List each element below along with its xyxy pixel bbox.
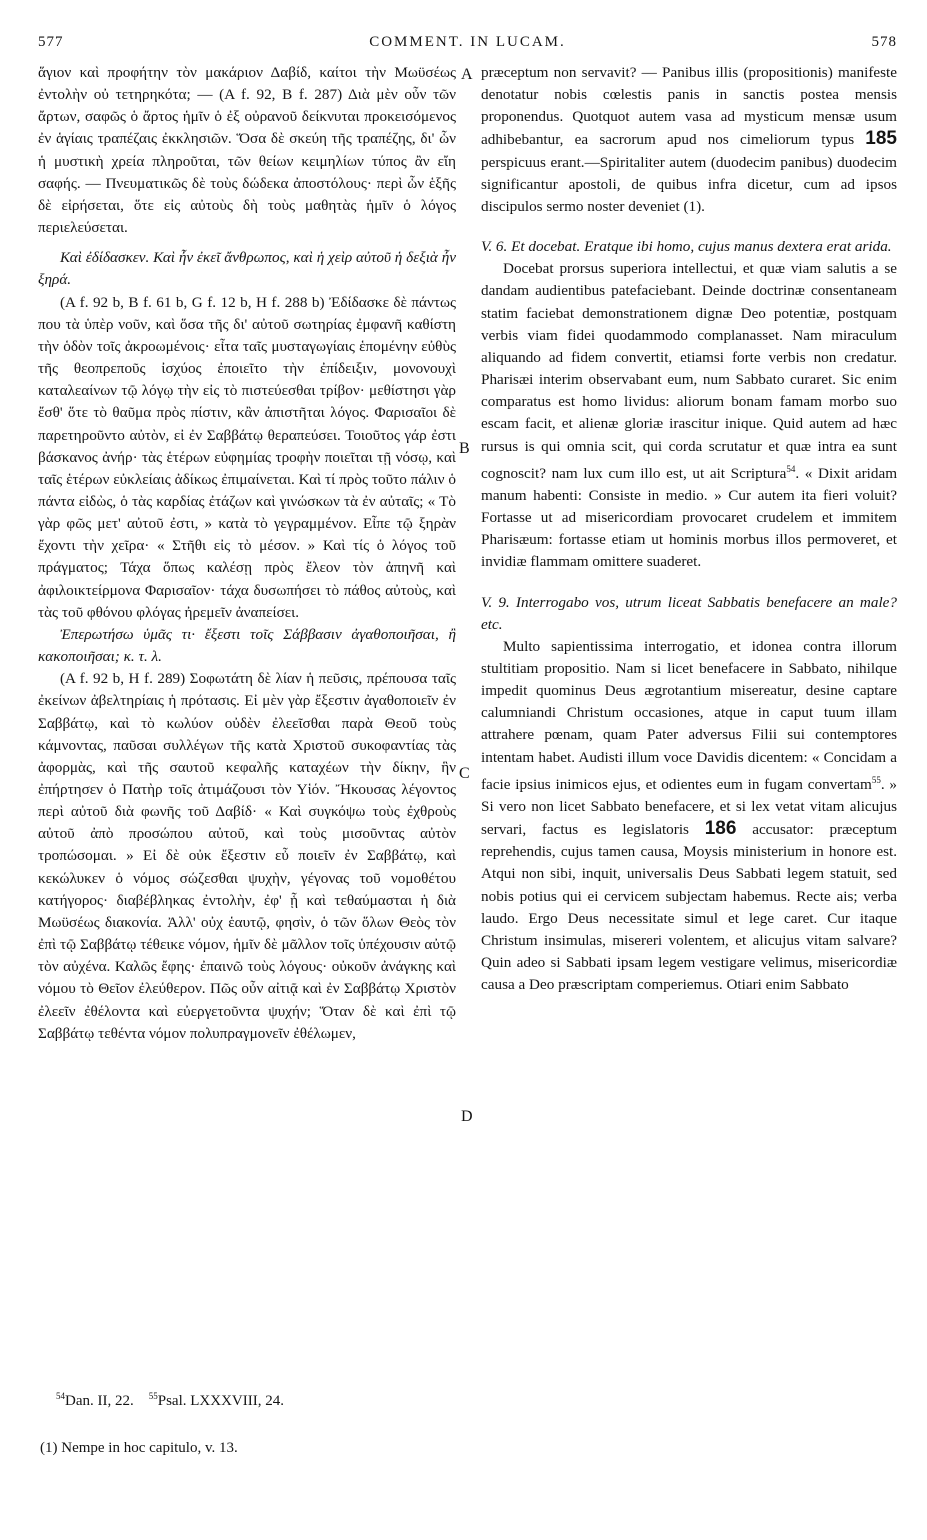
latin-paragraph [481,636,897,997]
latin-paragraph [481,258,897,573]
latin-text: perspicuus erant.—Spiritaliter autem (duodecim panibus) duodecim significantur apostoli, de quibus infra dicetur, cum ad ipsos discipulos sermo noster deveniet (1). [481,153,897,215]
footnote-text: Psal. LXXXVIII, 24. [157,1393,284,1409]
latin-paragraph [481,62,897,218]
left-page-number: 577 [38,34,64,50]
page-marker: 185 [865,128,897,150]
latin-text: præceptum non servavit? — Panibus illis (propositionis) manifeste denotatur nobis cœlestis panis in sanctis postea mensis proponendus. Quotquot autem vasa ad mysticum mensæ usum adhibebantur, ea sacrorum apud nos cimeliorum typus [481,64,897,149]
greek-paragraph: ἅγιον καὶ προφήτην τὸν μακάριον Δαβίδ, καίτοι τὴν Μωϋσέως ἐντολὴν οὐ τετηρηκότα; — (A f. 92, B f. 287) Διὰ μὲν οὖν τῶν ἄρτων, σαφῶς ὁ ἄρτος ἡμῖν ὁ ἐξ οὐρανοῦ δείκνυται προκεισόμενος ἐν ἁγίαις τραπέζαις ἐκκλησιῶν. Ὅσα δὲ σκεύη τῆς τραπέζης, δι' ὧν ἡ μυστικὴ χρεία πληροῦται, τῶν θείων κειμηλίων τύπος ἂν εἴη σαφής. — Πνευματικῶς δὲ τοὺς δώδεκα ἀποστόλους· περὶ ὧν ἑξῆς δὲ εἰρήσεται, ὅτε εἰς αὐτοὺς δὴ τοὺς μαθητὰς ἡμῖν ὁ λόγος περιελεύσεται. [38,64,456,237]
latin-verse-heading: V. 9. Interrogabo vos, utrum liceat Sabbatis benefacere an male? etc. [481,593,897,633]
footnote-mark: 54 [56,1391,65,1401]
greek-verse-heading: Ἐπερωτήσω ὑμᾶς τι· ἔξεστι τοῖς Σάββασιν ἀγαθοποιῆσαι, ἢ κακοποιῆσαι; κ. τ. λ. [38,625,456,666]
footnote-text: Dan. II, 22. [65,1393,134,1409]
latin-text: Multo sapientissima interrogatio, et idonea contra illorum stultitiam propositio. Nam si licet benefacere in Sabbato, nihilque impedit quominus Deus ægrotantium misereatur, desine captare calumniandi Christum occasiones, atque in caput tuum illam attrahere pœnam, quam Pater adversus Filii sui contemptores intentam habet. Audisti illum voce Davidis dicentem: « Concidam a facie ipsius inimicos ejus, et odientes eum in fugam convertam [481,637,897,793]
right-page-number: 578 [871,34,897,50]
footnote-ref: 55 [871,774,881,785]
latin-text: . » Si vero non licet Sabbato benefacere, et si lex vetat vitam alicujus servari, factus es legislatoris [481,775,897,839]
editor-note: (1) Nempe in hoc capitulo, v. 13. [40,1440,238,1456]
margin-letter-b: B [459,440,470,457]
footnotes [56,1391,284,1410]
margin-letter-c: C [459,765,470,782]
running-head [38,34,897,56]
margin-letter-d: D [461,1108,473,1125]
latin-column [481,62,897,996]
greek-column [38,62,456,1045]
greek-paragraph: (A f. 92 b, B f. 61 b, G f. 12 b, H f. 288 b) Ἐδίδασκε δὲ πάντως που τὰ ὑπὲρ νοῦν, καὶ ὅσα τῆς δι' αὐτοῦ σωτηρίας ἐμφανῆ καθίστη τὴν ὁδὸν τοῖς ἀκροωμένοις· εἶτα ταῖς μυσταγωγίαις ἑπομένην εὐθὺς τῆς θεοπρεποῦς ἰσχύος ἐποιεῖτο τὴν ἐπίδειξιν, μονονουχὶ καταλεαίνων τῷ λόγῳ τὴν εἰς τὸ πιστεύεσθαι τρίβον· μεθίστησι γὰρ ἔσθ' ὅτε τὸ θαῦμα πρὸς πίστιν, κἂν ἀπιστῆται λόγος. Φαρισαῖοι δὲ παρετηροῦντο αὐτὸν, εἰ ἐν Σαββάτῳ θεραπεύσει. Τοιοῦτος γάρ ἐστι βάσκανος ἀνήρ· τὰς ἑτέρων εὐφημίας τροφὴν ποιεῖται τῇ νόσῳ, καὶ ταῖς ἑτέρων εὐκλείαις ἀδίκως ἐπιμαίνεται. Καὶ τί πρὸς τοῦτο πάλιν ὁ πάντα εἰδὼς, ὁ τὰς καρδίας ἐτάζων καὶ γινώσκων τὰ ἐν αὐταῖς; « Τὸ γὰρ φῶς μετ' αὐτοῦ ἐστι, » κατὰ τὸ γεγραμμένον. Εἶπε τῷ ξηρὰν ἔχοντι τὴν χεῖρα· « Στῆθι εἰς τὸ μέσον. » Καὶ τίς ὁ λόγος τοῦ πράγματος; Τάχα ὅπως καλέσῃ πρὸς ἔλεον τὸν ἀπηνῆ καὶ ἀφιλοικτείρμονα Φαρισαῖον· τάχα δυσωπήσει τὸ πάθος αὐτοὺς, καὶ τὰς τοῦ φθόνου φλόγας ἠρεμεῖν ἀναπείσει. [38,293,456,621]
page-marker: 186 [704,818,737,840]
footnote-ref: 54 [786,463,796,474]
greek-paragraph: (A f. 92 b, H f. 289) Σοφωτάτη δὲ λίαν ἡ πεῦσις, πρέπουσα ταῖς ἐκείνων ἀβελτηρίαις ἡ πρότασις. Εἰ μὲν γὰρ ἔξεστιν ἀγαθοποιεῖν ἐν Σαββάτῳ, καὶ τὸ κωλύον οὐδὲν ἐλεεῖσθαι παρὰ Θεοῦ τοὺς κάμνοντας, παῦσαι συλλέγων τῆς κατὰ Χριστοῦ συκοφαντίας τὰς ἀφορμὰς, καὶ τῆς σαυτοῦ κεφαλῆς καταχέων τὴν δίκην, ἣν ἐπήρτησεν ὁ Πατὴρ τοῖς ἀτιμάζουσι τὸν Υἱόν. Ἤκουσας λέγοντος περὶ αὐτοῦ διὰ φωνῆς τοῦ Δαβίδ· « Καὶ συγκόψω τοὺς ἐχθροὺς αὐτοῦ ἀπὸ προσώπου αὐτοῦ, καὶ τοὺς μισοῦντας αὐτὸν τροπώσομαι. » Εἰ δὲ οὐκ ἔξεστιν εὖ ποιεῖν ἐν Σαββάτῳ, καὶ κεκώλυκεν ὁ νόμος σώζεσθαι ψυχὴν, γέγονας τοῦ νομοθέτου κατήγορος· διαβέβληκας ἐντολὴν, ἐφ' ᾗ καὶ τεθαύμασται ἡ διὰ Μωϋσέως διακονία. Ἀλλ' οὐχ ἑαυτῷ, φησὶν, ὁ τῶν ὅλων Θεὸς τὸν ἐπὶ τῷ Σαββάτῳ τέθεικε νόμον, ἡμῖν δὲ μᾶλλον τοῖς ὑπέχουσιν αὐτῷ τὸν αὐχένα. Καλῶς ἔφης· ἐπαινῶ τοὺς λόγους· οὐκοῦν ἀνάγκης καὶ νόμου τὸ Θεῖον ἐλεύθερον. Πῶς οὖν αἰτιᾷ καὶ ἐν Σαββάτῳ Χριστὸν ἐλεεῖν ἐθέλοντα καὶ εὐεργετοῦντα ψυχήν; Ὅταν δὲ καὶ ἐπὶ τῷ Σαββάτῳ τεθέντα νόμον πολυπραγμονεῖν ἐθέλωμεν, [38,670,456,1042]
latin-text: . « Dixit aridam manum habenti: Consiste in medio. » Cur autem ita fieri voluit? Fortasse ut ad misericordiam provocaret crudelem et immitem Pharisæum: fortasse etiam ut hominis morbus illos permoveret, et invidiæ flammam omittere suaderet. [481,464,898,571]
margin-letter-a: A [461,66,473,83]
latin-text: Docebat prorsus superiora intellectui, et quæ viam salutis a se dandam audientibus patefaciebant. Deinde doctrinæ consentaneam statim faciebat demonstrationem dignæ Deo potentiæ, postquam verbis viam fidei quodammodo complanasset. Nam miraculum aliquando ad fidem convertit, etiamsi forte verbis non credatur. Pharisæi interim observabant eum, num Sabbato curaret. Sic enim comparatus est homo lividus: aliorum bonam famam morbo suo escam facit, et alienæ gloriæ irascitur inique. Quid autem ad hæc rursus is qui omnia scit, qui corda scrutatur et quæ intra ea sunt cognoscit? nam lux cum illo est, ut ait Scriptura [481,260,897,482]
footnote-mark: 55 [148,1391,158,1401]
page-title: COMMENT. IN LUCAM. [369,34,566,50]
latin-text: accusator: præceptum reprehendis, cujus tamen causa, Moysis ministerium in honore est. Atqui non sibi, inquit, universalis Deus Sabbati legem statuit, sed nobis potius qui ei cervicem subjectam habemus. Recte ais; verba laudo. Ergo Deus necessitate simul et lege caret. Cur itaque Christum insimulas, misereri volentem, et alicujus vitam salvare? Quin adeo si Sabbati ipsam legem vestigare velimus, misericordiæ causa a Deo præscriptam comperiemus. Otiari enim Sabbato [481,821,898,994]
footnote-line [56,1391,284,1410]
greek-verse-heading: Καὶ ἐδίδασκεν. Καὶ ἦν ἐκεῖ ἄνθρωπος, καὶ ἡ χεὶρ αὐτοῦ ἡ δεξιὰ ἦν ξηρά. [38,249,456,289]
latin-verse-heading: V. 6. Et docebat. Eratque ibi homo, cujus manus dextera erat arida. [481,238,892,256]
